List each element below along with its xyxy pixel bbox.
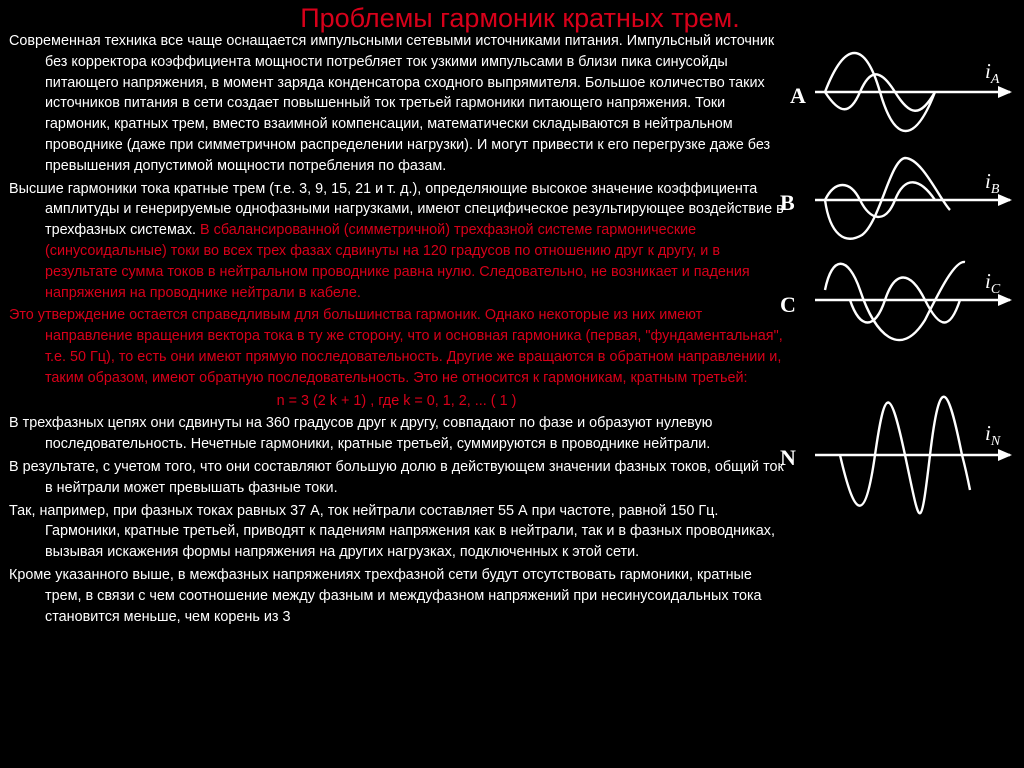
harmonics-waveform-diagram — [775, 36, 1024, 556]
formula: n = 3 (2 k + 1) , где k = 0, 1, 2, ... ( 1 ) — [276, 392, 517, 409]
current-subscript-b: B — [990, 182, 1000, 197]
paragraph-intro: Современная техника все чаще оснащается импульсными сетевыми источниками питания. Импульсный источник без корректора коэффициента мощности потребляет ток узкими импульсами в близи пика синусойды питающего напряжения, в момент заряда конденсатора сходного выпрямителя. Большое количество таких источников питания в сети создает повышенный ток третьей гармоники питающего напряжения. Токи гармоник, кратных трем, вместо взаимной компенсации, математически складываются в нейтральном проводнике (даже при симметричном распределении нагрузки). И могут привести к его перегрузке даже без превышения допустимой мощности потребления по фазам. — [9, 33, 775, 174]
paragraph-neutral-current: В результате, с учетом того, что они составляют большую долю в действующем значении фазных токов, общий ток в нейтрали может превышать фазные токи. — [9, 458, 784, 496]
paragraph-triplen-harmonics — [9, 179, 784, 304]
current-label-c — [985, 269, 1001, 297]
current-subscript-a: A — [990, 72, 1000, 87]
current-label-n — [985, 421, 1001, 449]
slide-title: Проблемы гармоник кратных трем. — [300, 3, 740, 33]
paragraph-line-voltages: Кроме указанного выше, в межфазных напряжениях трехфазной сети будут отсутствовать гармоники, кратные трем, в связи с чем соотношение между фазным и междуфазном напряжений при несинусоидальных тока становится меньше, чем корень из 3 — [9, 566, 762, 625]
phase-letter-c: C — [780, 292, 796, 317]
current-label-b — [985, 169, 1000, 197]
current-label-a — [985, 59, 1000, 87]
phase-letter-b: B — [780, 190, 795, 215]
current-subscript-n: N — [990, 434, 1001, 449]
arrow-n-icon — [998, 449, 1012, 461]
paragraph-zero-sequence: В трехфазных цепях они сдвинуты на 360 градусов друг к другу, совпадают по фазе и образуют нулевую последовательность. Нечетные гармоники, кратные третьей, суммируются в проводнике нейтрали. — [9, 415, 713, 453]
paragraph-triplen-red-text: В сбалансированной (симметричной) трехфазной системе гармонические (синусоидальные) токи во всех трех фазах сдвинуты на 120 градусов по отношению друг к другу, и в результате сумма токов в нейтральном проводнике равна нулю. Следовательно, не возникает и падения напряжения на проводнике нейтрали в кабеле. — [45, 222, 750, 301]
arrow-b-icon — [998, 194, 1012, 206]
paragraph-example: Так, например, при фазных токах равных 37 А, ток нейтрали составляет 55 А при частоте, равной 150 Гц. Гармоники, кратные третьей, приводят к падениям напряжения как в нейтрали, так и в фазных проводниках, вызывая искажения формы напряжения на других нагрузках, подключенных к этой сети. — [9, 502, 775, 561]
current-symbol-a: i — [985, 59, 991, 83]
current-symbol-n: i — [985, 421, 991, 445]
waveform-row-a — [790, 53, 1012, 131]
paragraph-sequence: Это утверждение остается справедливым для большинства гармоник. Однако некоторые из них имеют направление вращения вектора тока в ту же сторону, что и основная гармоника (первая, "фундаментальная", т.е. 50 Гц), то есть они имеют прямую последовательность. Другие же вращаются в обратном направлении и, таким образом, имеют обратную последовательность. Это не относится к гармоникам, кратным третьей: — [9, 307, 783, 386]
paragraph-triplen-white-text: Высшие гармоники тока кратные трем (т.е. 3, 9, 15, 21 и т. д.), определяющие высокое значение коэффициента амплитуды и генерируемые однофазными нагрузками, имеют специфическое результирующее воздействие в трехфазных системах. — [9, 180, 784, 239]
waveform-row-c — [780, 262, 1012, 340]
arrow-a-icon — [998, 86, 1012, 98]
phase-letter-n: N — [780, 445, 796, 470]
current-symbol-b: i — [985, 169, 991, 193]
waveform-row-n — [780, 397, 1012, 514]
current-symbol-c: i — [985, 269, 991, 293]
text-content — [9, 31, 784, 629]
waveform-b-fundamental — [825, 158, 950, 239]
phase-letter-a: A — [790, 83, 806, 108]
current-subscript-c: C — [990, 282, 1001, 297]
waveform-row-b — [780, 158, 1012, 239]
